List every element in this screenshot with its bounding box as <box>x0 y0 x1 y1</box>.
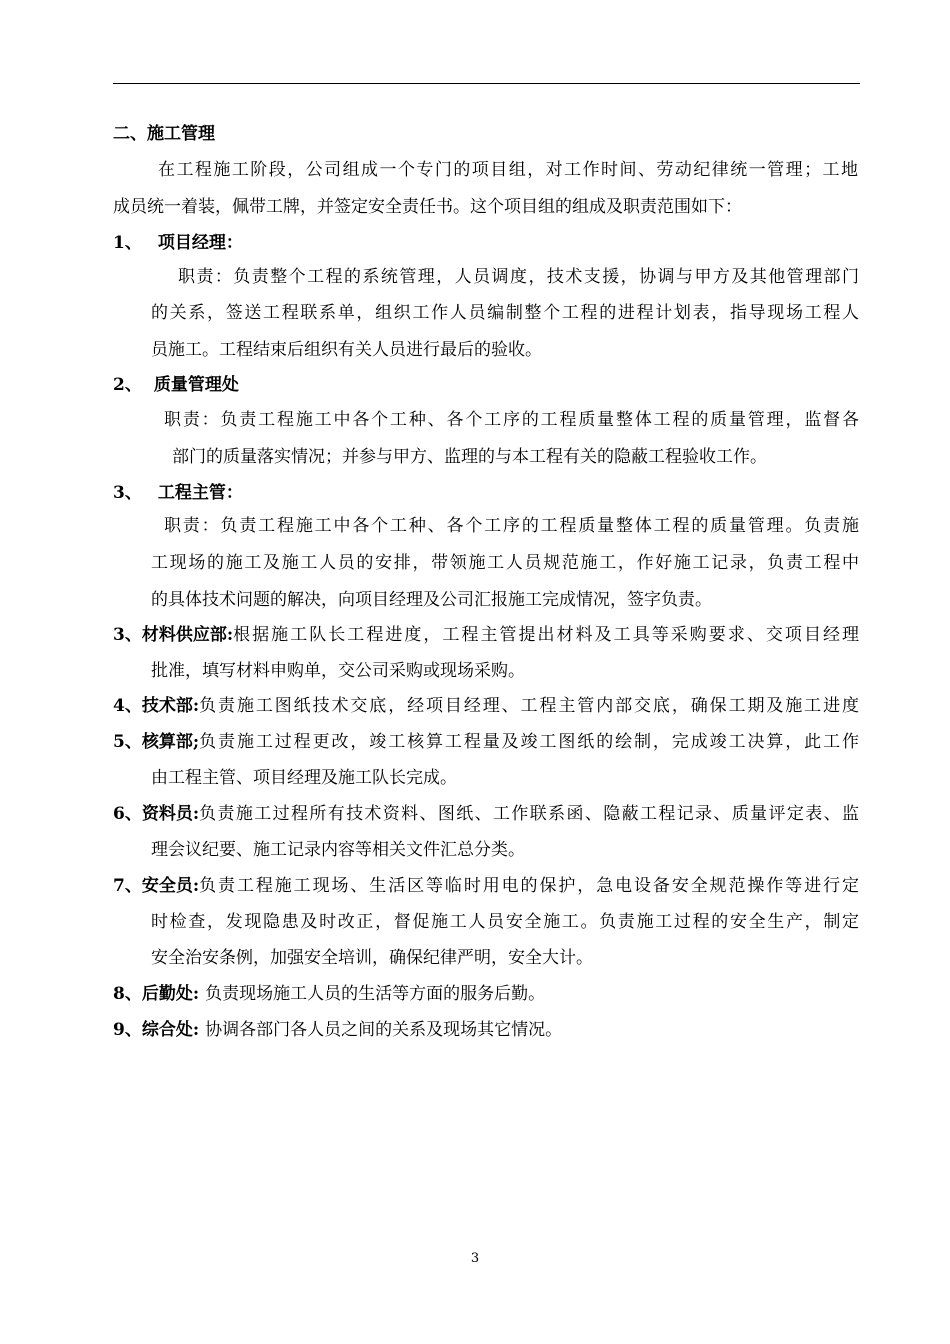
item-title: 安全员: <box>141 876 200 896</box>
item-3-line-1: 职责：负责工程施工中各个工种、各个工序的工程质量整体工程的质量管理。负责施 <box>164 516 859 536</box>
item-3-heading <box>113 481 243 505</box>
item-1-line-1: 职责：负责整个工程的系统管理，人员调度，技术支援，协调与甲方及其他管理部门 <box>178 267 859 287</box>
item-4-line-2: 批准，填写材料申购单，交公司采购或现场采购。 <box>151 661 525 681</box>
item-9-line-1: 8、后勤处: 负责现场施工人员的生活等方面的服务后勤。 <box>113 984 546 1004</box>
item-3-line-3: 的具体技术问题的解决，向项目经理及公司汇报施工完成情况，签字负责。 <box>151 590 712 610</box>
item-5-line-1: 4、 技术部: 负责施工图纸技术交底，经项目经理、工程主管内部交底，确保工期及施工进度 <box>113 696 859 716</box>
item-7-line-1: 6、 资料员: 负责施工过程所有技术资料、图纸、工作联系函、隐蔽工程记录、质量评定表、监 <box>113 804 859 824</box>
item-number: 7、 <box>113 876 142 896</box>
item-6-line-2: 由工程主管、项目经理及施工队长完成。 <box>151 768 457 788</box>
item-number: 6、 <box>113 804 142 824</box>
item-1-line-2: 的关系，签送工程联系单，组织工作人员编制整个工程的进程计划表，指导现场工程人 <box>151 303 859 323</box>
item-title: 材料供应部: <box>141 625 234 645</box>
header-rule <box>113 83 860 84</box>
item-8-line-2: 时检查，发现隐患及时改正，督促施工人员安全施工。负责施工过程的安全生产，制定 <box>151 912 859 932</box>
item-title: 技术部: <box>141 696 200 716</box>
item-number: 9、 <box>113 1020 142 1040</box>
item-title: 综合处: <box>141 1020 200 1040</box>
intro-line-2: 成员统一着装，佩带工牌，并签定安全责任书。这个项目组的组成及职责范围如下： <box>113 197 742 217</box>
item-10-line-1: 9、综合处: 协调各部门各人员之间的关系及现场其它情况。 <box>113 1020 563 1040</box>
item-title: 资料员: <box>141 804 200 824</box>
item-2-line-2: 部门的质量落实情况；并参与甲方、监理的与本工程有关的隐蔽工程验收工作。 <box>172 447 767 467</box>
item-2-line-1: 职责：负责工程施工中各个工种、各个工序的工程质量整体工程的质量管理，监督各 <box>164 410 859 430</box>
item-7-line-2: 理会议纪要、施工记录内容等相关文件汇总分类。 <box>151 840 525 860</box>
item-title: 质量管理处 <box>153 375 239 395</box>
item-title: 工程主管： <box>157 483 243 503</box>
item-number: 8、 <box>113 984 142 1004</box>
intro-line-1: 在工程施工阶段，公司组成一个专门的项目组，对工作时间、劳动纪律统一管理；工地 <box>158 160 858 180</box>
item-8-line-3: 安全治安条例，加强安全培训，确保纪律严明，安全大计。 <box>151 948 593 968</box>
item-number: 3、 <box>113 625 142 645</box>
item-title: 后勤处: <box>141 984 200 1004</box>
item-2-heading <box>113 373 239 397</box>
page-number: 3 <box>470 1251 480 1266</box>
item-number: 3、 <box>113 483 142 503</box>
item-number: 5、 <box>113 732 142 752</box>
item-6-line-1: 5、 核算部; 负责施工过程更改，竣工核算工程量及竣工图纸的绘制，完成竣工决算，此工作 <box>113 732 859 752</box>
item-title: 项目经理： <box>157 233 243 253</box>
item-number: 1、 <box>113 233 142 253</box>
item-8-line-1: 7、 安全员: 负责工程施工现场、生活区等临时用电的保护，急电设备安全规范操作等进行定 <box>113 876 859 896</box>
section-title: 二、施工管理 <box>113 124 215 144</box>
item-1-line-3: 员施工。工程结束后组织有关人员进行最后的验收。 <box>151 340 542 360</box>
item-4-line-1: 3、 材料供应部: 根据施工队长工程进度，工程主管提出材料及工具等采购要求、交项目经理 <box>113 625 859 645</box>
item-number: 4、 <box>113 696 142 716</box>
item-1-heading <box>113 231 243 255</box>
item-title: 核算部; <box>141 732 200 752</box>
item-number: 2、 <box>113 375 142 395</box>
item-3-line-2: 工现场的施工及施工人员的安排，带领施工人员规范施工，作好施工记录，负责工程中 <box>151 553 859 573</box>
